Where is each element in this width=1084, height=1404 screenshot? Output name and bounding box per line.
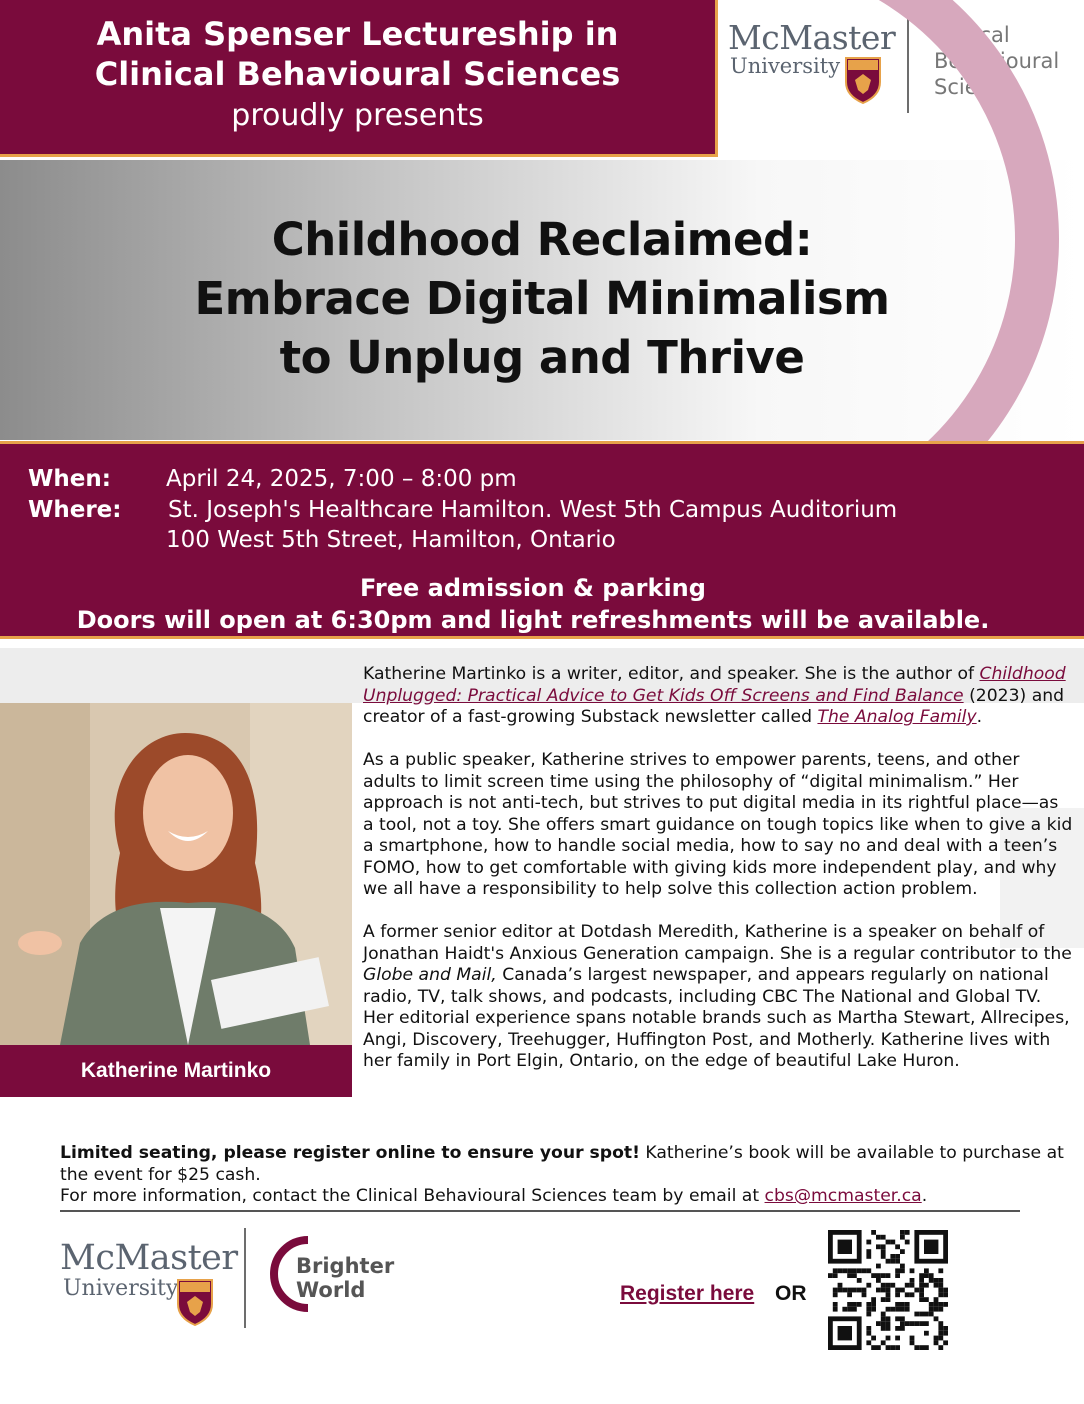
email-link[interactable]: cbs@mcmaster.ca (764, 1186, 922, 1206)
header-banner (0, 0, 718, 157)
bio-paragraph-1: Katherine Martinko is a writer, editor, and speaker. She is the author of Childhood Unplugged: Practical Advice to Get Kids Off Screens and Find Balance (2023) and creator of a fast-growing Substack newsletter called The Analog Family. (363, 664, 1066, 727)
where-line2: 100 West 5th Street, Hamilton, Ontario (166, 527, 616, 553)
title-line3: to Unplug and Thrive (279, 331, 805, 384)
speaker-caption: Katherine Martinko (0, 1045, 352, 1097)
cbs-wordmark (934, 22, 1059, 100)
cbs-line3: Science (934, 75, 1016, 99)
mcmaster-shield-icon (176, 1278, 214, 1326)
speaker-photo (0, 703, 352, 1045)
mcmaster-brighter-world-logo (60, 1228, 400, 1338)
title-line1: Childhood Reclaimed: (271, 213, 813, 266)
footer-divider (60, 1210, 1020, 1212)
admission-info (0, 572, 1066, 636)
where-line1: St. Joseph's Healthcare Hamilton. West 5th Campus Auditorium (168, 497, 898, 523)
when-value: April 24, 2025, 7:00 – 8:00 pm (166, 466, 517, 492)
register-link[interactable]: Register here (620, 1282, 755, 1305)
lectureship-line1: Anita Spenser Lectureship in (96, 15, 619, 53)
event-title (0, 210, 1084, 387)
book-link[interactable]: Childhood Unplugged: Practical Advice to Get Kids Off Screens and Find Balance (363, 664, 1066, 706)
registration-qr-code[interactable] (828, 1230, 948, 1350)
doors-open: Doors will open at 6:30pm and light refreshments will be available. (76, 606, 990, 634)
seating-note: Limited seating, please register online to ensure your spot! Katherine’s book will be available to purchase at the event for $25 cash. (60, 1143, 1064, 1185)
bio-paragraph-3: A former senior editor at Dotdash Meredith, Katherine is a speaker on behalf of Jonathan Haidt's Anxious Generation campaign. She is a regular contributor to the Globe and Mail, Canada’s largest newspaper, and appears regularly on national radio, TV, talk shows, and podcasts, including CBC The National and Global TV. Her editorial experience spans notable brands such as Martha Stewart, Allrecipes, Angi, Discovery, Treehugger, Huffington Post, and Motherly. Katherine lives with her family in Port Elgin, Ontario, on the edge of beautiful Lake Huron. (363, 922, 1072, 1071)
or-label: OR (775, 1282, 807, 1305)
speaker-bio (363, 664, 1073, 1094)
presents-text: proudly presents (231, 98, 484, 133)
lectureship-line2: Clinical Behavioural Sciences (94, 55, 621, 93)
brighter-world-wordmark: Brighter World (296, 1254, 395, 1302)
logo-divider-bottom (244, 1228, 246, 1328)
where-label: Where: (28, 497, 122, 523)
mcmaster-shield-icon (844, 56, 882, 104)
event-details (0, 441, 1084, 639)
logo-divider (907, 18, 909, 113)
newsletter-link[interactable]: The Analog Family (817, 707, 977, 727)
bio-paragraph-2: As a public speaker, Katherine strives to empower parents, teens, and other adults to limit screen time using the philosophy of “digital minimalism.” Her approach is not anti-tech, but strives to put digital media in its rightful place—as a tool, not a toy. She offers smart guidance on tough topics like when to give a kid a smartphone, how to handle social media, how to say no and deal with a teen’s FOMO, how to get comfortable with giving kids more independent play, and why we all have a responsibility to help solve this collection action problem. (363, 750, 1073, 899)
mcmaster-cbs-logo (728, 16, 1078, 116)
cbs-line2: Behavioural (934, 49, 1060, 73)
free-admission: Free admission & parking (360, 574, 706, 602)
cbs-line1: Clinical (934, 23, 1010, 47)
mcmaster-wordmark-bottom: McMaster (60, 1238, 238, 1278)
registration-info (60, 1143, 1070, 1208)
when-label: When: (28, 466, 111, 492)
university-wordmark-bottom: University (63, 1276, 179, 1301)
contact-note: For more information, contact the Clinical Behavioural Sciences team by email at cbs@mcmaster.ca. (60, 1186, 928, 1206)
title-line2: Embrace Digital Minimalism (194, 272, 890, 325)
mcmaster-wordmark: McMaster (728, 18, 896, 57)
university-wordmark: University (730, 54, 841, 78)
